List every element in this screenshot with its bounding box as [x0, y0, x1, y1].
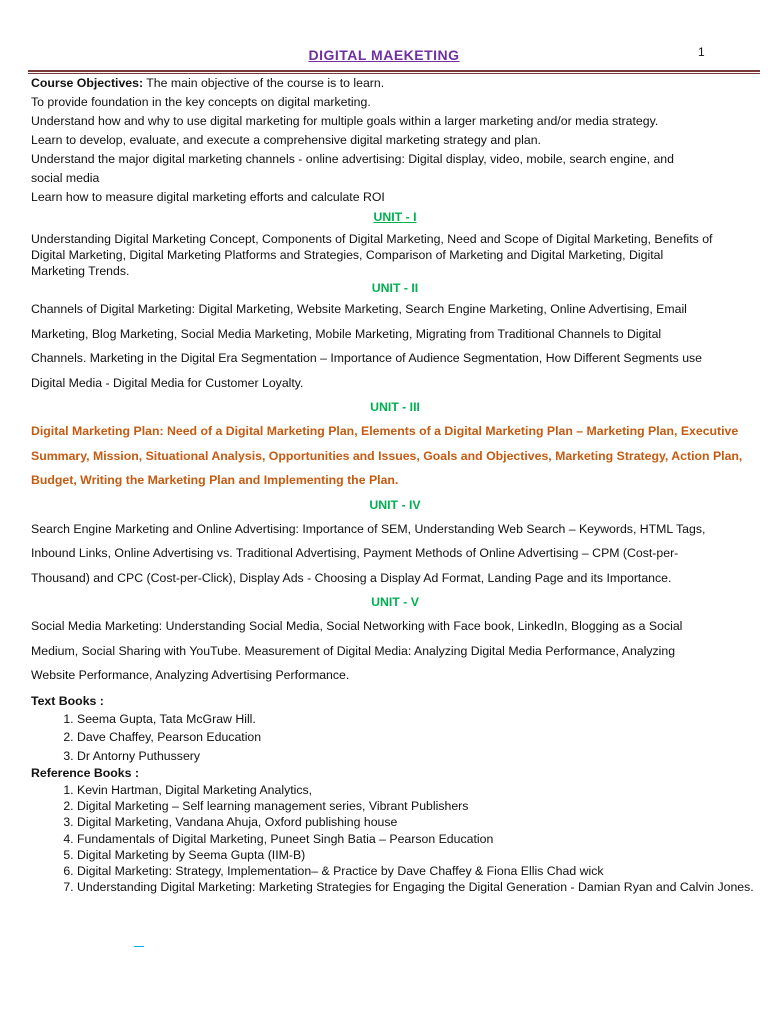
unit-line: Social Media Marketing: Understanding Social Media, Social Networking with Face book, LinkedIn, Blogging as a Social	[31, 619, 683, 633]
document-body	[31, 74, 759, 895]
objective-item: Learn how to measure digital marketing efforts and calculate ROI	[31, 190, 385, 204]
objective-item: Understand the major digital marketing channels - online advertising: Digital display, video, mobile, search engine, and	[31, 152, 674, 166]
list-item: 3. Dr Antorny Puthussery	[77, 747, 759, 766]
list-item: 7. Understanding Digital Marketing: Marketing Strategies for Engaging the Digital Generation - Damian Ryan and Calvin Jones.	[77, 879, 759, 895]
objectives-intro-text: The main objective of the course is to learn.	[143, 76, 385, 90]
unit-2-content	[31, 297, 759, 395]
stray-dash-mark	[134, 946, 144, 947]
objectives-label: Course Objectives:	[31, 76, 144, 90]
unit-line: Digital Media - Digital Media for Customer Loyalty.	[31, 375, 304, 390]
unit-4-heading: UNIT - IV	[369, 497, 421, 512]
unit-line: Digital Marketing Plan: Need of a Digital Marketing Plan, Elements of a Digital Marketing Plan – Marketing Plan, Executive	[31, 424, 739, 438]
unit-line: Summary, Mission, Situational Analysis, Opportunities and Issues, Goals and Objectives, Marketing Strategy, Action Plan,	[31, 448, 743, 463]
objectives-intro	[31, 74, 759, 93]
unit-line: Understanding Digital Marketing Concept, Components of Digital Marketing, Need and Scope of Digital Marketing, Benefits of	[31, 232, 713, 246]
header-rule	[28, 70, 760, 72]
objective-item: social media	[31, 171, 100, 185]
text-books-list	[31, 710, 759, 766]
page-number: 1	[698, 45, 705, 59]
unit-line: Inbound Links, Online Advertising vs. Traditional Advertising, Payment Methods of Online Advertising – CPM (Cost-per-	[31, 546, 679, 560]
list-item: 4. Fundamentals of Digital Marketing, Puneet Singh Batia – Pearson Education	[77, 831, 759, 847]
unit-line: Thousand) and CPC (Cost-per-Click), Display Ads - Choosing a Display Ad Format, Landing Page and its Importance.	[31, 570, 672, 585]
text-books-heading: Text Books :	[31, 693, 104, 708]
list-item: 1. Seema Gupta, Tata McGraw Hill.	[77, 710, 759, 729]
unit-5-heading: UNIT - V	[371, 595, 419, 609]
document-title: DIGITAL MAEKETING	[308, 47, 460, 63]
unit-3-content	[31, 419, 759, 493]
objective-item: To provide foundation in the key concepts on digital marketing.	[31, 95, 371, 109]
objective-item: Understand how and why to use digital marketing for multiple goals within a larger marketing and/or media strategy.	[31, 114, 659, 128]
unit-line: Search Engine Marketing and Online Advertising: Importance of SEM, Understanding Web Search – Keywords, HTML Tags,	[31, 521, 706, 536]
list-item: 6. Digital Marketing: Strategy, Implementation– & Practice by Dave Chaffey & Fiona Ellis Chad wick	[77, 863, 759, 879]
list-item: 1. Kevin Hartman, Digital Marketing Analytics,	[77, 782, 759, 798]
unit-line: Medium, Social Sharing with YouTube. Measurement of Digital Media: Analyzing Digital Media Performance, Analyzing	[31, 643, 676, 658]
unit-line: Marketing Trends.	[31, 264, 130, 278]
unit-line: Digital Marketing, Digital Marketing Platforms and Strategies, Comparison of Marketing and Digital Marketing, Digital	[31, 248, 664, 262]
unit-line: Channels. Marketing in the Digital Era Segmentation – Importance of Audience Segmentation, How Different Segments use	[31, 351, 703, 365]
unit-line: Marketing, Blog Marketing, Social Media Marketing, Mobile Marketing, Migrating from Traditional Channels to Digital	[31, 326, 662, 341]
list-item: 3. Digital Marketing, Vandana Ahuja, Oxford publishing house	[77, 814, 759, 830]
unit-1-heading: UNIT - I	[373, 210, 417, 224]
list-item: 2. Dave Chaffey, Pearson Education	[77, 728, 759, 747]
unit-2-heading: UNIT - II	[371, 281, 419, 295]
list-item: 5. Digital Marketing by Seema Gupta (IIM-B)	[77, 847, 759, 863]
unit-line: Website Performance, Analyzing Advertising Performance.	[31, 668, 350, 682]
unit-line: Budget, Writing the Marketing Plan and Implementing the Plan.	[31, 473, 399, 487]
unit-5-content	[31, 614, 759, 688]
unit-3-heading: UNIT - III	[370, 400, 420, 414]
objective-item: Learn to develop, evaluate, and execute a comprehensive digital marketing strategy and plan.	[31, 133, 541, 147]
unit-line: Channels of Digital Marketing: Digital Marketing, Website Marketing, Search Engine Marketing, Online Advertising, Email	[31, 302, 687, 316]
reference-books-list	[31, 782, 759, 895]
list-item: 2. Digital Marketing – Self learning management series, Vibrant Publishers	[77, 798, 759, 814]
unit-4-content	[31, 517, 759, 591]
unit-1-content	[31, 231, 759, 279]
reference-books-heading: Reference Books :	[31, 766, 139, 780]
